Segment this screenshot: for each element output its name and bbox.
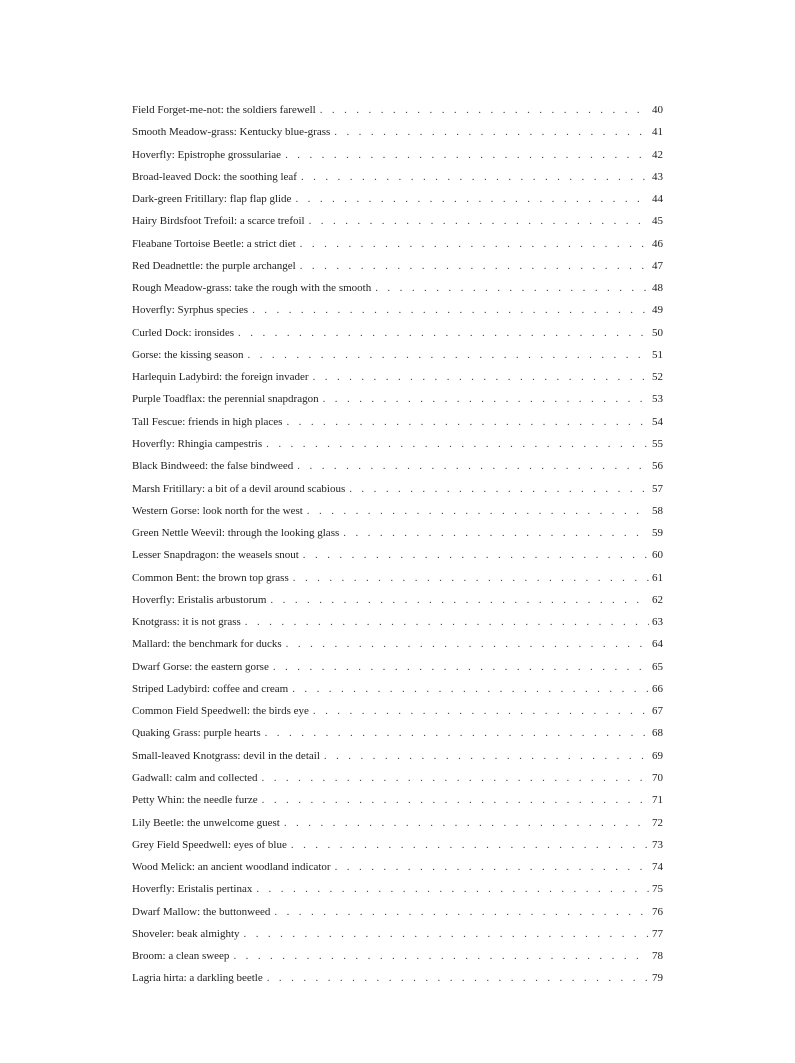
- toc-entry[interactable]: [132, 767, 663, 789]
- toc-entry-page-number: 41: [652, 126, 663, 139]
- toc-entry-page-number: 50: [652, 326, 663, 339]
- toc-entry-title: Field Forget-me-not: the soldiers farewell: [132, 104, 316, 116]
- dot-leader: [256, 878, 649, 900]
- toc-entry[interactable]: [132, 945, 663, 967]
- toc-entry-title: Curled Dock: ironsides: [132, 326, 235, 339]
- toc-entry-title: Broad-leaved Dock: the soothing leaf: [132, 170, 297, 183]
- toc-entry-page-number: 78: [652, 950, 663, 963]
- dot-leader: [266, 433, 649, 455]
- toc-entry[interactable]: [132, 388, 663, 410]
- dot-leader: [245, 611, 649, 633]
- toc-entry-page-number: 66: [652, 682, 663, 695]
- toc-entry[interactable]: [132, 144, 663, 166]
- toc-entry[interactable]: [132, 500, 663, 522]
- dot-leader: [301, 166, 649, 188]
- toc-entry-title: Black Bindweed: the false bindweed: [132, 460, 294, 473]
- dot-leader: [286, 633, 649, 655]
- toc-entry[interactable]: [132, 722, 663, 744]
- toc-entry-title: Wood Melick: an ancient woodland indicator: [132, 861, 331, 874]
- dot-leader: [324, 745, 649, 767]
- toc-entry-page-number: 54: [652, 415, 663, 428]
- toc-entry-page-number: 59: [652, 527, 663, 540]
- toc-entry-page-number: 69: [652, 749, 663, 762]
- toc-entry[interactable]: [132, 967, 663, 989]
- dot-leader: [238, 322, 649, 344]
- toc-entry-title: Lily Beetle: the unwelcome guest: [132, 816, 280, 829]
- toc-entry-page-number: 43: [652, 170, 663, 183]
- toc-entry-title: Purple Toadflax: the perennial snapdragon: [132, 393, 319, 406]
- dot-leader: [303, 544, 649, 566]
- toc-entry-title: Marsh Fritillary: a bit of a devil around scabious: [132, 482, 346, 495]
- toc-entry[interactable]: [132, 233, 663, 255]
- dot-leader: [291, 834, 649, 856]
- toc-entry[interactable]: [132, 567, 663, 589]
- toc-entry[interactable]: [132, 544, 663, 566]
- dot-leader: [300, 233, 649, 255]
- toc-entry[interactable]: [132, 834, 663, 856]
- table-of-contents: [132, 99, 663, 990]
- toc-entry-title: Petty Whin: the needle furze: [132, 794, 258, 807]
- dot-leader: [286, 411, 649, 433]
- toc-entry[interactable]: [132, 344, 663, 366]
- dot-leader: [284, 812, 649, 834]
- toc-entry-title: Gorse: the kissing season: [132, 348, 244, 361]
- toc-entry-title: Hoverfly: Eristalis arbustorum: [132, 593, 267, 606]
- dot-leader: [313, 700, 649, 722]
- toc-entry[interactable]: [132, 299, 663, 321]
- toc-entry[interactable]: [132, 923, 663, 945]
- toc-entry[interactable]: [132, 678, 663, 700]
- toc-entry-page-number: 61: [652, 571, 663, 584]
- toc-entry-title: Common Bent: the brown top grass: [132, 571, 289, 584]
- toc-entry-page-number: 48: [652, 282, 663, 295]
- toc-entry-title: Lagria hirta: a darkling beetle: [132, 972, 263, 985]
- toc-entry[interactable]: [132, 901, 663, 923]
- toc-entry-page-number: 76: [652, 905, 663, 918]
- toc-entry[interactable]: [132, 255, 663, 277]
- toc-entry[interactable]: [132, 589, 663, 611]
- dot-leader: [375, 277, 649, 299]
- toc-entry-page-number: 51: [652, 348, 663, 361]
- toc-entry-title: Knotgrass: it is not grass: [132, 616, 241, 629]
- toc-entry[interactable]: [132, 878, 663, 900]
- dot-leader: [292, 678, 649, 700]
- toc-entry-title: Rough Meadow-grass: take the rough with the smooth: [132, 282, 372, 295]
- dot-leader: [252, 299, 649, 321]
- toc-entry-title: Small-leaved Knotgrass: devil in the detail: [132, 749, 320, 762]
- toc-entry-title: Fleabane Tortoise Beetle: a strict diet: [132, 237, 296, 250]
- dot-leader: [274, 901, 649, 923]
- dot-leader: [313, 366, 649, 388]
- toc-entry-title: Red Deadnettle: the purple archangel: [132, 259, 296, 272]
- toc-entry[interactable]: [132, 656, 663, 678]
- toc-entry-page-number: 62: [652, 593, 663, 606]
- toc-entry-title: Smooth Meadow-grass: Kentucky blue-grass: [132, 126, 331, 139]
- toc-entry-page-number: 40: [652, 104, 663, 116]
- toc-entry-title: Western Gorse: look north for the west: [132, 504, 303, 517]
- dot-leader: [233, 945, 649, 967]
- toc-entry[interactable]: [132, 856, 663, 878]
- toc-entry[interactable]: [132, 277, 663, 299]
- toc-entry[interactable]: [132, 522, 663, 544]
- dot-leader: [285, 144, 649, 166]
- toc-entry-page-number: 53: [652, 393, 663, 406]
- toc-entry-page-number: 55: [652, 437, 663, 450]
- toc-entry[interactable]: [132, 188, 663, 210]
- toc-entry[interactable]: [132, 700, 663, 722]
- toc-entry-page-number: 45: [652, 215, 663, 228]
- toc-entry[interactable]: [132, 789, 663, 811]
- dot-leader: [297, 455, 649, 477]
- toc-entry-page-number: 56: [652, 460, 663, 473]
- toc-entry-page-number: 65: [652, 660, 663, 673]
- toc-entry-page-number: 68: [652, 727, 663, 740]
- toc-entry-title: Grey Field Speedwell: eyes of blue: [132, 838, 287, 851]
- toc-entry-page-number: 49: [652, 304, 663, 317]
- toc-entry-page-number: 60: [652, 549, 663, 562]
- toc-entry-page-number: 44: [652, 193, 663, 206]
- toc-entry-title: Hoverfly: Eristalis pertinax: [132, 883, 253, 896]
- toc-entry[interactable]: [132, 210, 663, 232]
- toc-entry-page-number: 77: [652, 927, 663, 940]
- toc-entry-title: Harlequin Ladybird: the foreign invader: [132, 371, 309, 384]
- dot-leader: [320, 99, 649, 121]
- toc-entry-title: Gadwall: calm and collected: [132, 771, 258, 784]
- toc-entry[interactable]: [132, 455, 663, 477]
- toc-entry[interactable]: [132, 366, 663, 388]
- toc-entry-page-number: 70: [652, 771, 663, 784]
- toc-entry-title: Hoverfly: Syrphus species: [132, 304, 249, 317]
- dot-leader: [335, 856, 649, 878]
- toc-entry[interactable]: [132, 633, 663, 655]
- dot-leader: [323, 388, 649, 410]
- dot-leader: [309, 210, 649, 232]
- toc-entry-title: Common Field Speedwell: the birds eye: [132, 705, 309, 718]
- dot-leader: [307, 500, 649, 522]
- toc-entry-title: Quaking Grass: purple hearts: [132, 727, 261, 740]
- dot-leader: [270, 589, 649, 611]
- dot-leader: [293, 567, 649, 589]
- toc-entry[interactable]: [132, 166, 663, 188]
- toc-entry-title: Striped Ladybird: coffee and cream: [132, 682, 289, 695]
- toc-entry-page-number: 71: [652, 794, 663, 807]
- toc-entry-title: Hoverfly: Rhingia campestris: [132, 437, 263, 450]
- toc-entry-page-number: 72: [652, 816, 663, 829]
- toc-entry-title: Green Nettle Weevil: through the looking glass: [132, 527, 340, 540]
- toc-entry-title: Dark-green Fritillary: flap flap glide: [132, 193, 292, 206]
- toc-entry-title: Lesser Snapdragon: the weasels snout: [132, 549, 299, 562]
- dot-leader: [265, 722, 649, 744]
- toc-entry-page-number: 58: [652, 504, 663, 517]
- toc-entry[interactable]: [132, 478, 663, 500]
- toc-entry-title: Shoveler: beak almighty: [132, 927, 240, 940]
- dot-leader: [248, 344, 649, 366]
- toc-entry[interactable]: [132, 812, 663, 834]
- toc-entry-page-number: 64: [652, 638, 663, 651]
- toc-entry[interactable]: [132, 745, 663, 767]
- dot-leader: [244, 923, 649, 945]
- toc-entry-title: Tall Fescue: friends in high places: [132, 415, 283, 428]
- toc-entry-title: Dwarf Mallow: the buttonweed: [132, 905, 271, 918]
- toc-entry-page-number: 46: [652, 237, 663, 250]
- toc-entry-title: Mallard: the benchmark for ducks: [132, 638, 282, 651]
- toc-entry-page-number: 73: [652, 838, 663, 851]
- dot-leader: [295, 188, 649, 210]
- toc-entry-page-number: 75: [652, 883, 663, 896]
- toc-entry-page-number: 57: [652, 482, 663, 495]
- dot-leader: [343, 522, 649, 544]
- dot-leader: [267, 967, 649, 989]
- toc-entry[interactable]: [132, 121, 663, 143]
- toc-entry[interactable]: [132, 611, 663, 633]
- dot-leader: [349, 478, 649, 500]
- toc-entry-page-number: 52: [652, 371, 663, 384]
- toc-entry-title: Broom: a clean sweep: [132, 950, 230, 963]
- toc-entry-title: Dwarf Gorse: the eastern gorse: [132, 660, 269, 673]
- toc-entry-page-number: 74: [652, 861, 663, 874]
- toc-entry[interactable]: [132, 322, 663, 344]
- toc-entry-page-number: 63: [652, 616, 663, 629]
- toc-entry-page-number: 47: [652, 259, 663, 272]
- dot-leader: [262, 767, 649, 789]
- toc-entry-page-number: 42: [652, 148, 663, 161]
- dot-leader: [262, 789, 649, 811]
- toc-entry[interactable]: [132, 411, 663, 433]
- toc-entry[interactable]: [132, 99, 663, 121]
- dot-leader: [273, 656, 649, 678]
- toc-entry[interactable]: [132, 433, 663, 455]
- toc-entry-title: Hoverfly: Epistrophe grossulariae: [132, 148, 282, 161]
- toc-entry-page-number: 79: [652, 972, 663, 985]
- toc-entry-page-number: 67: [652, 705, 663, 718]
- toc-entry-title: Hairy Birdsfoot Trefoil: a scarce trefoil: [132, 215, 305, 228]
- dot-leader: [334, 121, 649, 143]
- dot-leader: [300, 255, 649, 277]
